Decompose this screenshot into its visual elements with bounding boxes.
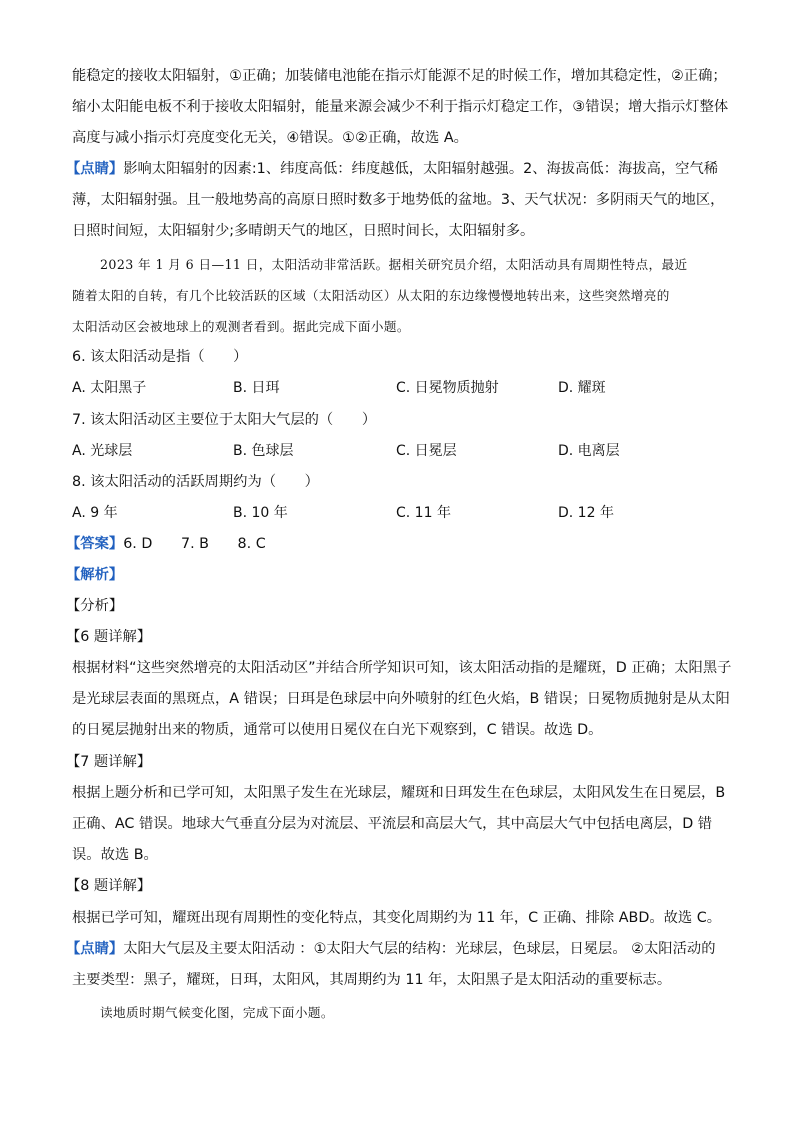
material-line: 太阳活动区会被地球上的观测者看到。据此完成下面小题。	[72, 319, 410, 334]
question-7-option-a: A. 光球层	[72, 443, 133, 459]
detail-8-line: 根据已学可知，耀斑出现有周期性的变化特点，其变化周期约为 11 年，C 正确、排除 ABD。故选 C。	[72, 910, 722, 926]
detail-6-line: 的日冕层抛射出来的物质，通常可以使用日冕仪在白光下观察到，C 错误。故选 D。	[72, 722, 603, 738]
tip-line: 薄，太阳辐射强。且一般地势高的高原日照时数多于地势低的盆地。3、天气状况：多阴雨天气的地区，	[72, 192, 725, 208]
detail-7-heading: 【7 题详解】	[66, 754, 152, 770]
question-6-option-d: D. 耀斑	[558, 380, 606, 396]
intro-line: 能稳定的接收太阳辐射，①正确；加装储电池能在指示灯能源不足的时候工作，增加其稳定性，②正确；	[72, 68, 727, 84]
question-8-option-a: A. 9 年	[72, 505, 118, 521]
question-6-option-a: A. 太阳黑子	[72, 380, 147, 396]
question-7-option-b: B. 色球层	[233, 443, 294, 459]
tip-line: 主要类型：黑子，耀斑，日珥，太阳风，其周期约为 11 年，太阳黑子是太阳活动的重要标志。	[72, 972, 672, 988]
question-6-option-c: C. 日冕物质抛射	[396, 380, 499, 396]
analysis-tag: 【解析】	[66, 567, 124, 583]
next-material-line: 读地质时期气候变化图，完成下面小题。	[100, 1005, 334, 1020]
material-line: 随着太阳的自转，有几个比较活跃的区域（太阳活动区）从太阳的东边缘慢慢地转出来，这些突然增亮的	[72, 288, 670, 303]
tip-paragraph	[66, 939, 716, 959]
tip-paragraph	[66, 159, 718, 179]
detail-6-heading: 【6 题详解】	[66, 629, 152, 645]
question-stem-6: 6. 该太阳活动是指（ ）	[72, 349, 248, 365]
answer-tag: 【答案】	[66, 536, 124, 552]
detail-7-line: 正确、AC 错误。地球大气垂直分层为对流层、平流层和高层大气，其中高层大气中包括电离层，D 错	[72, 816, 713, 832]
question-8-option-d: D. 12 年	[558, 505, 614, 521]
detail-8-heading: 【8 题详解】	[66, 878, 152, 894]
question-7-option-d: D. 电离层	[558, 443, 620, 459]
question-6-option-b: B. 日珥	[233, 380, 280, 396]
answer-line	[66, 534, 266, 554]
question-8-option-c: C. 11 年	[396, 505, 451, 521]
material-line: 2023 年 1 月 6 日—11 日，太阳活动非常活跃。据相关研究员介绍，太阳活动具有周期性特点，最近	[100, 257, 688, 272]
detail-6-line: 是光球层表面的黑斑点，A 错误；日珥是色球层中向外喷射的红色火焰，B 错误；日冕物质抛射是从太阳	[72, 691, 730, 707]
detail-6-line: 根据材料“这些突然增亮的太阳活动区”并结合所学知识可知，该太阳活动指的是耀斑，D 正确；太阳黑子	[72, 660, 732, 676]
question-8-option-b: B. 10 年	[233, 505, 288, 521]
detail-7-line: 根据上题分析和已学可知，太阳黑子发生在光球层，耀斑和日珥发生在色球层，太阳风发生在日冕层，B	[72, 785, 726, 801]
tip-line: 日照时间短，太阳辐射少;多晴朗天气的地区，日照时间长，太阳辐射多。	[72, 223, 535, 239]
intro-line: 高度与减小指示灯亮度变化无关，④错误。①②正确，故选 A。	[72, 130, 468, 146]
detail-7-line: 误。故选 B。	[72, 847, 158, 863]
tip-line: 太阳大气层及主要太阳活动 ：①太阳大气层的结构：光球层，色球层，日冕层。 ②太阳活动的	[123, 941, 716, 957]
intro-line: 缩小太阳能电板不利于接收太阳辐射，能量来源会减少不利于指示灯稳定工作，③错误；增大指示灯整体	[72, 99, 729, 115]
question-7-option-c: C. 日冕层	[396, 443, 457, 459]
tip-tag: 【点睛】	[66, 161, 124, 177]
tip-line: 影响太阳辐射的因素:1、纬度高低：纬度越低，太阳辐射越强。2、海拔高低：海拔高，空气稀	[123, 161, 719, 177]
tip-tag: 【点睛】	[66, 941, 124, 957]
question-stem-7: 7. 该太阳活动区主要位于太阳大气层的（ ）	[72, 412, 377, 428]
answer-text: 6. D 7. B 8. C	[123, 536, 266, 552]
question-stem-8: 8. 该太阳活动的活跃周期约为（ ）	[72, 474, 319, 490]
analysis-sub-heading: 【分析】	[66, 598, 124, 614]
